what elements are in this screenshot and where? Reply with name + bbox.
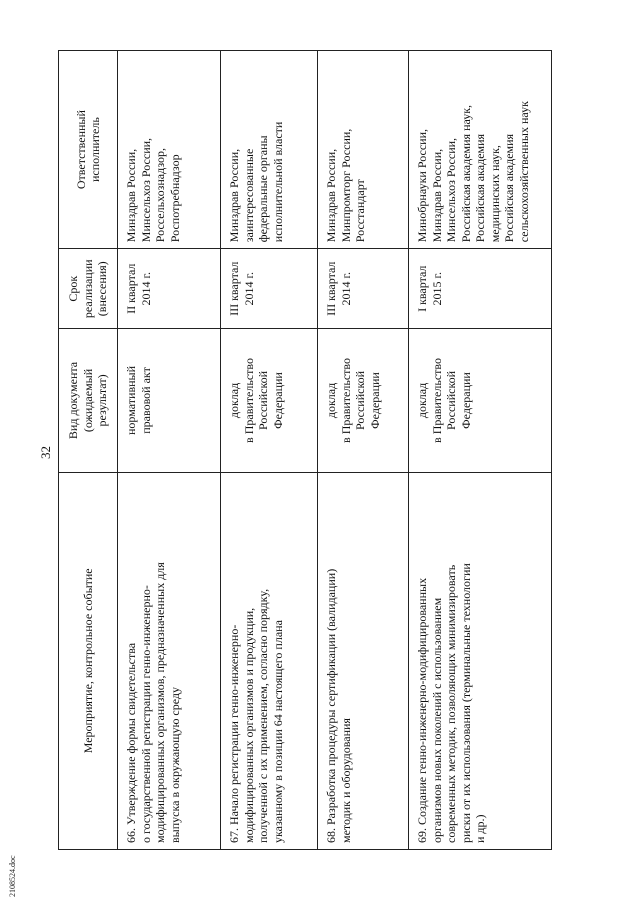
doc-type-cell: доклад в Правительство Российской Федерации [221,329,318,472]
header-event: Мероприятие, контрольное событие [59,472,118,849]
table-header-row [59,51,118,850]
executor-cell: Минобрнауки России, Минздрав России, Минсельхоз России, Российская академия наук, Российская академия медицинских наук, Российская академия сельскохозяйственных наук [409,51,552,249]
term-cell: III квартал 2014 г. [318,249,409,329]
term-cell: III квартал 2014 г. [221,249,318,329]
header-term: Срок реализации (внесения) [59,249,118,329]
doc-type-cell: доклад в Правительство Российской Федерации [318,329,409,472]
executor-cell: Минздрав России, Минсельхоз России, Россельхознадзор, Роспотребнадзор [118,51,221,249]
event-cell: 69. Создание генно-инженерно-модифицированных организмов новых поколений с использованием современных методик, позволяющих минимизировать риски от их использования (терминальные технологии и др.) [409,472,552,849]
document-id: 2108524.doc [8,855,17,897]
doc-type-cell: доклад в Правительство Российской Федерации [409,329,552,472]
plan-table [58,50,552,850]
executor-cell: Минздрав России, Минпромторг России, Росстандарт [318,51,409,249]
event-cell: 68. Разработка процедуры сертификации (валидации) методик и оборудования [318,472,409,849]
table-row [118,51,221,850]
table-row [318,51,409,850]
doc-type-cell: нормативный правовой акт [118,329,221,472]
event-cell: 67. Начало регистрации генно-инженерно- модифицированных организмов и продукции, полученной с их применением, согласно порядку, указанному в позиции 64 настоящего плана [221,472,318,849]
table-row [409,51,552,850]
header-executor: Ответственный исполнитель [59,51,118,249]
event-cell: 66. Утверждение формы свидетельства о государственной регистрации генно-инженерно- модифицированных организмов, предназначенных для выпуска в окружающую среду [118,472,221,849]
executor-cell: Минздрав России, заинтересованные федеральные органы исполнительной власти [221,51,318,249]
page-number: 32 [38,446,53,459]
term-cell: II квартал 2014 г. [118,249,221,329]
header-doc-type: Вид документа (ожидаемый результат) [59,329,118,472]
term-cell: I квартал 2015 г. [409,249,552,329]
table-row [221,51,318,850]
